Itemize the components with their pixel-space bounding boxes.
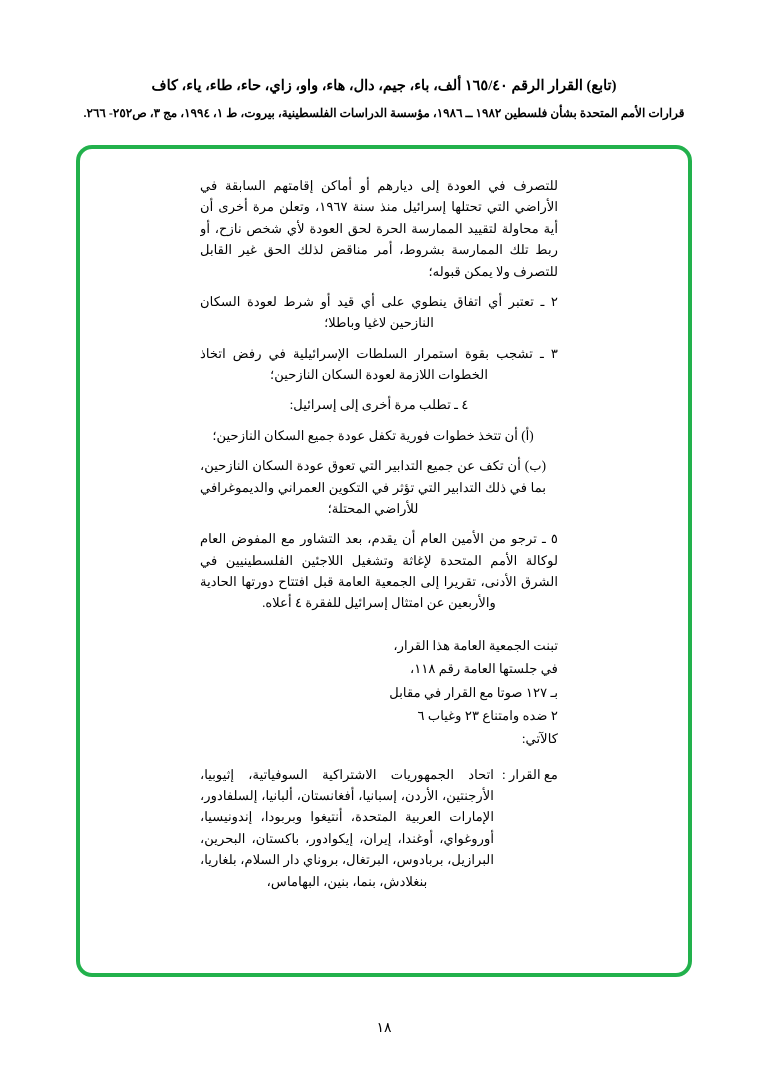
content-frame xyxy=(76,145,692,977)
content-body xyxy=(200,175,558,963)
page-header xyxy=(0,0,768,122)
paragraph-4a: (أ) أن تتخذ خطوات فورية تكفل عودة جميع السكان النازحين؛ xyxy=(212,427,534,443)
header-subtitle: قرارات الأمم المتحدة بشأن فلسطين ١٩٨٢ ــ ١٩٨٦، مؤسسة الدراسات الفلسطينية، بيروت، ط ١، ١٩٩٤، مج ٣، ص٢٥٢- ٢٦٦. xyxy=(83,105,685,120)
adoption-line-2: في جلستها العامة رقم ١١٨، xyxy=(409,661,558,677)
vote-label: مع القرار : xyxy=(501,766,558,782)
adoption-line-1: تبنت الجمعية العامة هذا القرار، xyxy=(393,637,558,653)
paragraph-continuation: للتصرف في العودة إلى ديارهم أو أماكن إقامتهم السابقة في الأراضي التي تحتلها إسرائيل منذ سنة ١٩٦٧، وتعلن مرة أخرى أن أية محاولة لتقييد الممارسة الحرة لحق العودة لأي شخص نازح، أو ربط تلك الممارسة بشروط، أمر مناقض لذلك الحق غير القابل للتصرف ولا يمكن قبوله؛ xyxy=(200,178,558,279)
paragraph-5: ٥ ـ ترجو من الأمين العام أن يقدم، بعد التشاور مع المفوض العام لوكالة الأمم المتحدة لإغاثة وتشغيل اللاجئين الفلسطينيين في الشرق الأدنى، تقريرا إلى الجمعية العامة قبل افتتاح دورتها الحادية والأربعين عن امتثال إسرائيل للفقرة ٤ أعلاه. xyxy=(200,531,558,611)
spacer xyxy=(200,623,558,635)
adoption-line-3: بـ ١٢٧ صوتا مع القرار في مقابل xyxy=(389,684,558,700)
header-title: (تابع) القرار الرقم ١٦٥/٤٠ ألف، باء، جيم، دال، هاء، واو، زاي، حاء، طاء، ياء، كاف xyxy=(151,78,617,94)
paragraph-3: ٣ ـ تشجب بقوة استمرار السلطات الإسرائيلية في رفض اتخاذ الخطوات اللازمة لعودة السكان النازحين؛ xyxy=(200,345,558,382)
paragraph-4b: (ب) أن تكف عن جميع التدابير التي تعوق عودة السكان النازحين، بما في ذلك التدابير التي تؤثر في التكوين العمراني والديموغرافي للأراضي المحتلة؛ xyxy=(200,458,546,516)
adoption-line-5: كالآتي: xyxy=(521,731,558,747)
paragraph-2: ٢ ـ تعتبر أي اتفاق ينطوي على أي قيد أو شرط لعودة السكان النازحين لاغيا وباطلا؛ xyxy=(200,293,558,331)
page-number: ١٨ xyxy=(376,1021,392,1036)
vote-countries: اتحاد الجمهوريات الاشتراكية السوفياتية، إثيوبيا، الأرجنتين، الأردن، إسبانيا، أفغانستان، ألبانيا، إلسلفادور، الإمارات العربية المتحدة، أنتيغوا وبربودا، إندونيسيا، أوروغواي، أوغندا، إيران، إيكوادور، باكستان، البحرين، البرازيل، بربادوس، البرتغال، بروناي دار السلام، بلغاريا، بنغلادش، بنما، بنين، البهاماس، xyxy=(200,766,494,889)
adoption-line-4: ٢ ضده وامتناع ٢٣ وغياب ٦ xyxy=(417,707,558,723)
paragraph-4: ٤ ـ تطلب مرة أخرى إلى إسرائيل: xyxy=(289,397,469,413)
vote-block xyxy=(200,764,558,892)
spacer-2 xyxy=(200,752,558,764)
